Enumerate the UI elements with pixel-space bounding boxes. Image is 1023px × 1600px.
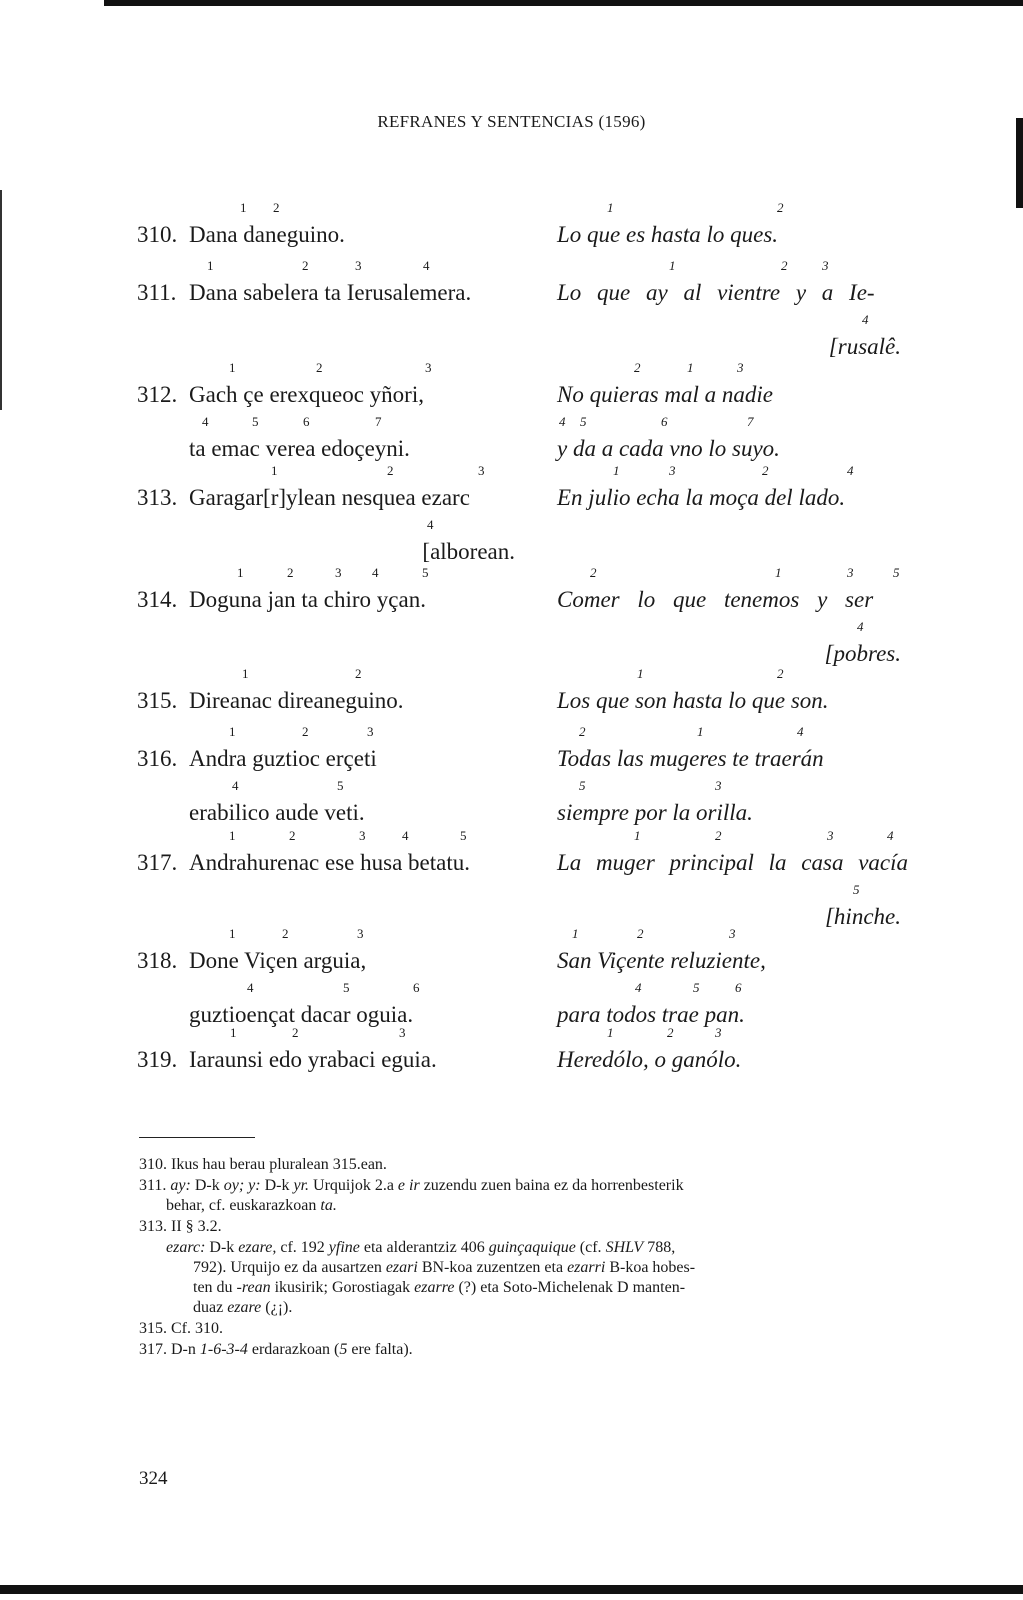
entry-number: 314. — [137, 587, 178, 612]
word-index: 4 — [202, 414, 209, 429]
entry-316-basque — [137, 720, 377, 828]
footnote-italic: e ir — [397, 1177, 420, 1194]
word-index: 5 — [337, 778, 344, 793]
entry-313-basque — [137, 459, 515, 567]
footnote-text: B-koa hobes- — [605, 1259, 696, 1276]
spanish-text: Heredólo, o ganólo. — [557, 1047, 742, 1072]
word-index: 7 — [747, 414, 754, 429]
footnote-text: D-k — [260, 1177, 294, 1194]
word-index: 2 — [637, 926, 644, 941]
word-index: 1 — [697, 724, 704, 739]
spanish-wrapped-line: [rusalê. — [828, 334, 901, 359]
footnote-italic: 5 — [339, 1341, 348, 1358]
word-index: 2 — [292, 1025, 299, 1040]
footnote-italic: ezarc: — [166, 1239, 206, 1256]
basque-wrapped-line: [alborean. — [422, 539, 515, 564]
footnote-text: eta alderantziz 406 — [359, 1239, 489, 1256]
spanish-text-line2: siempre por la orilla. — [557, 800, 753, 825]
entry-311-spanish — [557, 254, 901, 362]
word-index: 5 — [580, 414, 587, 429]
word-index: 4 — [847, 463, 854, 478]
footnote-315: 315. Cf. 310. — [139, 1320, 223, 1337]
spanish-text: Todas las mugeres te traerán — [557, 746, 824, 771]
word-index: 3 — [822, 258, 829, 273]
word-index: 6 — [735, 980, 742, 995]
entry-314-basque — [137, 561, 429, 615]
entry-315-basque — [137, 662, 404, 716]
footnote-separator — [139, 1137, 255, 1138]
entry-317-basque — [137, 824, 470, 878]
word-index: 1 — [637, 666, 644, 681]
word-index: 1 — [230, 1025, 237, 1040]
word-index: 1 — [229, 724, 236, 739]
word-index: 3 — [357, 926, 364, 941]
word-index: 2 — [777, 666, 784, 681]
word-index: 3 — [425, 360, 432, 375]
word-index: 2 — [302, 258, 309, 273]
spanish-wrapped-line: [hinche. — [824, 904, 901, 929]
basque-text: Doguna jan ta chiro yçan. — [189, 587, 426, 612]
entry-310-spanish — [557, 196, 784, 250]
entry-number: 315. — [137, 688, 178, 713]
footnote-text: 792). Urquijo ez da ausartzen — [193, 1259, 386, 1276]
footnote-italic: ezarri — [567, 1259, 606, 1276]
word-index: 1 — [607, 1025, 614, 1040]
footnote-text: Urquijok 2.a — [309, 1177, 398, 1194]
word-index: 2 — [316, 360, 323, 375]
word-index: 1 — [240, 200, 247, 215]
entry-number: 316. — [137, 746, 178, 771]
footnote-text: 311. — [139, 1177, 171, 1194]
entry-319-spanish — [557, 1021, 741, 1075]
bottom-border — [0, 1585, 1023, 1594]
footnote-italic: ezare, — [238, 1239, 277, 1256]
basque-text-line2: erabilico aude veti. — [189, 800, 365, 825]
word-index: 2 — [387, 463, 394, 478]
entry-number: 312. — [137, 382, 178, 407]
basque-text: Garagar[r]ylean nesquea ezarc — [189, 485, 470, 510]
word-index: 2 — [579, 724, 586, 739]
footnote-313-ezarc — [139, 1238, 899, 1318]
word-index: 4 — [857, 619, 864, 634]
spanish-text: Comer lo que tenemos y ser — [557, 587, 874, 612]
word-index: 5 — [460, 828, 467, 843]
word-index: 3 — [847, 565, 854, 580]
basque-text: Direanac direaneguino. — [189, 688, 404, 713]
entry-number: 318. — [137, 948, 178, 973]
word-index: 2 — [289, 828, 296, 843]
word-index: 5 — [579, 778, 586, 793]
word-index: 3 — [359, 828, 366, 843]
footnote-italic: ezari — [385, 1259, 418, 1276]
word-index: 4 — [862, 312, 869, 327]
word-index: 4 — [797, 724, 804, 739]
entry-318-basque — [137, 922, 420, 1030]
word-index: 4 — [372, 565, 379, 580]
footnote-310: 310. Ikus hau berau pluralean 315.ean. — [139, 1156, 387, 1173]
word-index: 2 — [355, 666, 362, 681]
word-index: 3 — [355, 258, 362, 273]
word-index: 3 — [478, 463, 485, 478]
word-index: 4 — [559, 414, 566, 429]
basque-text: Done Viçen arguia, — [189, 948, 367, 973]
footnote-italic: 1-6-3-4 — [199, 1341, 248, 1358]
word-index: 1 — [207, 258, 214, 273]
word-index: 5 — [693, 980, 700, 995]
entry-310-basque — [137, 196, 345, 250]
footnote-italic: SHLV — [605, 1239, 644, 1256]
footnote-text: 317. D-n — [139, 1341, 200, 1358]
word-index: 6 — [413, 980, 420, 995]
word-index: 3 — [737, 360, 744, 375]
entry-311-basque — [137, 254, 471, 308]
spanish-wrapped-line: [pobres. — [824, 641, 901, 666]
entry-number: 310. — [137, 222, 178, 247]
basque-text: Gach çe erexqueoc yñori, — [189, 382, 424, 407]
basque-text: Andra guztioc erçeti — [189, 746, 377, 771]
word-index: 4 — [427, 517, 434, 532]
word-index: 3 — [367, 724, 374, 739]
word-index: 4 — [635, 980, 642, 995]
word-index: 4 — [423, 258, 430, 273]
footnote-317 — [139, 1340, 899, 1360]
spanish-text-line2: para todos trae pan. — [557, 1002, 745, 1027]
word-index: 1 — [634, 828, 641, 843]
word-index: 5 — [422, 565, 429, 580]
basque-text: Andrahurenac ese husa betatu. — [189, 850, 470, 875]
entry-318-spanish — [557, 922, 766, 1030]
word-index: 7 — [375, 414, 382, 429]
page-number: 324 — [139, 1468, 168, 1489]
footnote-313: 313. II § 3.2. — [139, 1218, 222, 1235]
footnote-text: (?) eta Soto-Michelenak D manten- — [454, 1279, 686, 1296]
spanish-text: Lo que es hasta lo ques. — [557, 222, 779, 247]
word-index: 2 — [667, 1025, 674, 1040]
word-index: 4 — [232, 778, 239, 793]
entry-number: 319. — [137, 1047, 178, 1072]
word-index: 1 — [775, 565, 782, 580]
footnote-text: BN-koa zuzentzen eta — [417, 1259, 568, 1276]
footnote-text: (¿¡). — [261, 1299, 293, 1316]
spanish-text-line2: y da a cada vno lo suyo. — [557, 436, 780, 461]
footnote-italic: yr. — [293, 1177, 310, 1194]
entry-number: 311. — [137, 280, 177, 305]
word-index: 4 — [402, 828, 409, 843]
word-index: 5 — [853, 882, 860, 897]
footnote-italic: guinçaquique — [488, 1239, 576, 1256]
entry-312-spanish — [557, 356, 780, 464]
word-index: 1 — [242, 666, 249, 681]
entry-316-spanish — [557, 720, 824, 828]
spanish-text: Lo que ay al vientre y a Ie- — [557, 280, 875, 305]
entry-312-basque — [137, 356, 432, 464]
word-index: 2 — [273, 200, 280, 215]
word-index: 4 — [887, 828, 894, 843]
word-index: 5 — [893, 565, 900, 580]
entry-313-spanish — [557, 459, 854, 513]
entry-number: 317. — [137, 850, 178, 875]
footnote-text: zuzendu zuen baina ez da horrenbesterik — [419, 1177, 684, 1194]
footnote-italic: yfine — [328, 1239, 360, 1256]
word-index: 4 — [247, 980, 254, 995]
word-index: 2 — [715, 828, 722, 843]
entry-319-basque — [137, 1021, 437, 1075]
footnote-text: ten du — [193, 1279, 237, 1296]
word-index: 3 — [729, 926, 736, 941]
word-index: 2 — [777, 200, 784, 215]
word-index: 3 — [827, 828, 834, 843]
entry-314-spanish — [557, 561, 901, 669]
footnote-italic: ta. — [320, 1197, 337, 1214]
footnote-italic: ezarre — [414, 1279, 455, 1296]
footnote-text: (cf. — [575, 1239, 606, 1256]
spanish-text: San Viçente reluziente, — [557, 948, 766, 973]
word-index: 1 — [229, 926, 236, 941]
word-index: 2 — [302, 724, 309, 739]
footnote-italic: ezare — [227, 1299, 262, 1316]
word-index: 6 — [303, 414, 310, 429]
word-index: 2 — [781, 258, 788, 273]
word-index: 1 — [229, 828, 236, 843]
word-index: 1 — [572, 926, 579, 941]
spanish-text: La muger principal la casa vacía — [557, 850, 908, 875]
basque-text: Iaraunsi edo yrabaci eguia. — [189, 1047, 437, 1072]
left-edge-mark — [0, 190, 2, 410]
spanish-text: No quieras mal a nadie — [557, 382, 773, 407]
entry-315-spanish — [557, 662, 829, 716]
basque-text-line2: guztioençat dacar oguia. — [189, 1002, 414, 1027]
word-index: 1 — [669, 258, 676, 273]
top-border — [104, 0, 1023, 6]
word-index: 2 — [282, 926, 289, 941]
footnote-italic: oy; y: — [223, 1177, 261, 1194]
word-index: 3 — [335, 565, 342, 580]
word-index: 3 — [399, 1025, 406, 1040]
word-index: 5 — [343, 980, 350, 995]
word-index: 1 — [607, 200, 614, 215]
entry-number: 313. — [137, 485, 178, 510]
footnote-italic: -rean — [236, 1279, 271, 1296]
basque-text: Dana sabelera ta Ierusalemera. — [189, 280, 472, 305]
word-index: 2 — [287, 565, 294, 580]
footnote-text: cf. 192 — [276, 1239, 329, 1256]
spanish-text: Los que son hasta lo que son. — [557, 688, 829, 713]
running-header: REFRANES Y SENTENCIAS (1596) — [377, 112, 646, 131]
word-index: 1 — [613, 463, 620, 478]
footnotes — [139, 1155, 899, 1361]
spanish-text: En julio echa la moça del lado. — [557, 485, 846, 510]
footnote-italic: ay: — [170, 1177, 191, 1194]
word-index: 1 — [229, 360, 236, 375]
word-index: 1 — [271, 463, 278, 478]
word-index: 3 — [715, 1025, 722, 1040]
footnote-text: D-k — [190, 1177, 224, 1194]
footnote-text: 788, — [643, 1239, 676, 1256]
word-index: 5 — [252, 414, 259, 429]
word-index: 2 — [634, 360, 641, 375]
footnote-text: D-k — [205, 1239, 239, 1256]
word-index: 1 — [687, 360, 694, 375]
footnote-311 — [139, 1176, 899, 1216]
word-index: 3 — [715, 778, 722, 793]
footnote-text: duaz — [193, 1299, 228, 1316]
word-index: 6 — [661, 414, 668, 429]
word-index: 3 — [669, 463, 676, 478]
footnote-text: erdarazkoan ( — [247, 1341, 340, 1358]
word-index: 2 — [590, 565, 597, 580]
footnote-text: ikusirik; Gorostiagak — [270, 1279, 415, 1296]
basque-text-line2: ta emac verea edoçeyni. — [189, 436, 410, 461]
footnote-text: behar, cf. euskarazkoan — [166, 1197, 321, 1214]
entry-317-spanish — [557, 824, 908, 932]
basque-text: Dana daneguino. — [189, 222, 345, 247]
word-index: 1 — [237, 565, 244, 580]
footnote-text: ere falta). — [347, 1341, 413, 1358]
word-index: 2 — [762, 463, 769, 478]
